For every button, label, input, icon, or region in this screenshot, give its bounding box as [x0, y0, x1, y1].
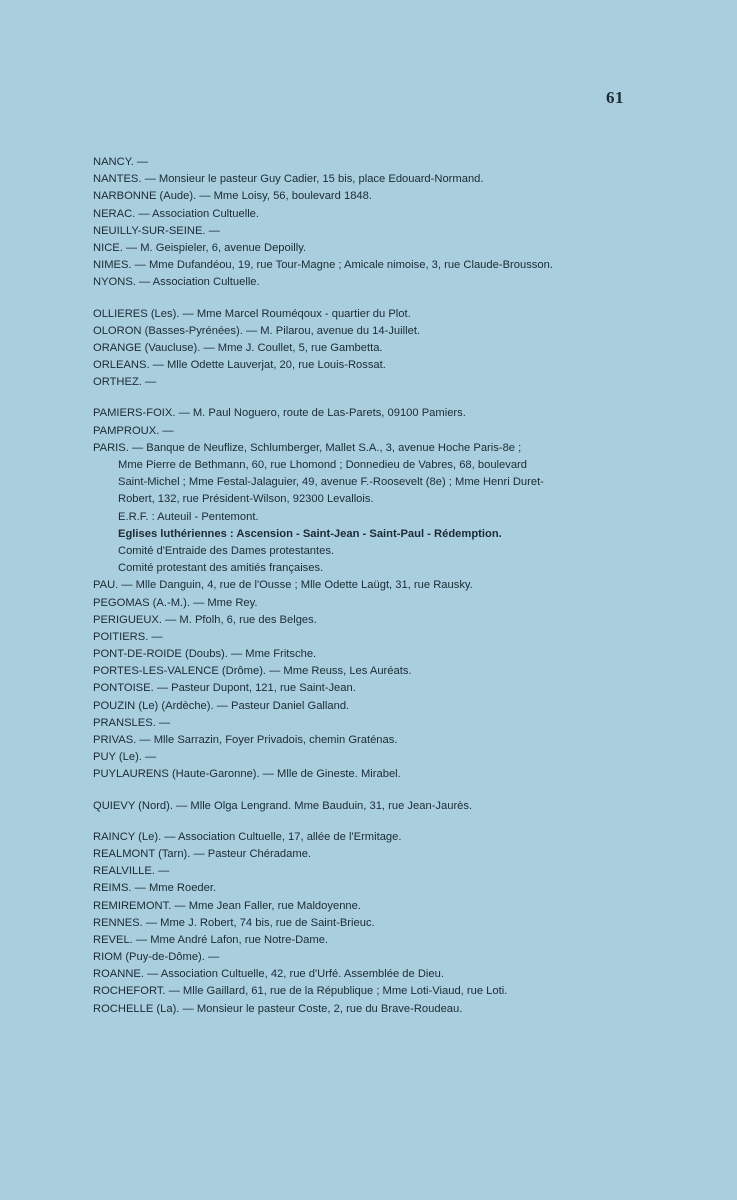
directory-entry: REMIREMONT. — Mme Jean Faller, rue Maldoyenne.	[93, 899, 361, 912]
directory-entry: NERAC. — Association Cultuelle.	[93, 207, 260, 220]
directory-entry: ROANNE. — Association Cultuelle, 42, rue d'Urfé. Assemblée de Dieu.	[93, 968, 444, 981]
entry-continuation-line: Comité d'Entraide des Dames protestantes.	[118, 544, 335, 557]
entry-continuation-line: Eglises luthériennes : Ascension - Saint-Jean - Saint-Paul - Rédemption.	[118, 527, 502, 540]
directory-entry: REVEL. — Mme André Lafon, rue Notre-Dame.	[93, 933, 329, 946]
directory-entry: PEGOMAS (A.-M.). — Mme Rey.	[93, 596, 258, 609]
directory-entry: ORLEANS. — Mlle Odette Lauverjat, 20, rue Louis-Rossat.	[93, 359, 386, 372]
directory-entry: PAMPROUX. —	[93, 424, 174, 437]
directory-entry: PRANSLES. —	[93, 716, 171, 729]
directory-entry: NICE. — M. Geispieler, 6, avenue Depoilly.	[93, 241, 307, 254]
directory-entry: PAMIERS-FOIX. — M. Paul Noguero, route de Las-Parets, 09100 Pamiers.	[93, 407, 466, 420]
directory-entry: NANCY. —	[93, 156, 149, 168]
entry-continuation-line: Mme Pierre de Bethmann, 60, rue Lhomond ; Donnedieu de Vabres, 68, boulevard	[118, 459, 528, 471]
directory-entry: NARBONNE (Aude). — Mme Loisy, 56, boulevard 1848.	[93, 190, 372, 203]
directory-entry: NIMES. — Mme Dufandéou, 19, rue Tour-Magne ; Amicale nimoise, 3, rue Claude-Brousson.	[93, 259, 553, 272]
directory-entry: RENNES. — Mme J. Robert, 74 bis, rue de Saint-Brieuc.	[93, 916, 375, 929]
directory-entry: ROCHEFORT. — Mlle Gaillard, 61, rue de la République ; Mme Loti-Viaud, rue Loti.	[93, 985, 508, 998]
directory-entry: NANTES. — Monsieur le pasteur Guy Cadier, 15 bis, place Edouard-Normand.	[93, 173, 484, 186]
entry-group	[93, 405, 663, 783]
directory-entry: QUIEVY (Nord). — Mlle Olga Lengrand. Mme Bauduin, 31, rue Jean-Jaurès.	[93, 799, 473, 812]
directory-entry: ROCHELLE (La). — Monsieur le pasteur Coste, 2, rue du Brave-Roudeau.	[93, 1002, 463, 1015]
directory-entry: PUY (Le). —	[93, 751, 157, 764]
directory-entry: PAU. — Mlle Danguin, 4, rue de l'Ousse ; Mlle Odette Laügt, 31, rue Rausky.	[93, 579, 473, 592]
directory-entry: ORANGE (Vaucluse). — Mme J. Coullet, 5, rue Gambetta.	[93, 341, 383, 354]
directory-entry: OLLIERES (Les). — Mme Marcel Rouméqoux - quartier du Plot.	[93, 307, 411, 320]
directory-entry: REIMS. — Mme Roeder.	[93, 882, 217, 895]
directory-entry: PORTES-LES-VALENCE (Drôme). — Mme Reuss, Les Auréats.	[93, 665, 412, 678]
directory-entry: PERIGUEUX. — M. Pfolh, 6, rue des Belges.	[93, 613, 317, 626]
directory-entry: ORTHEZ. —	[93, 376, 157, 389]
directory-entry: OLORON (Basses-Pyrénées). — M. Pilarou, avenue du 14-Juillet.	[93, 324, 421, 337]
entry-group	[93, 829, 663, 1018]
directory-entry: RIOM (Puy-de-Dôme). —	[93, 951, 220, 964]
directory-entry: PUYLAURENS (Haute-Garonne). — Mlle de Gineste. Mirabel.	[93, 768, 401, 781]
directory-entry: NYONS. — Association Cultuelle.	[93, 276, 260, 289]
entry-continuation-line: Comité protestant des amitiés françaises.	[118, 562, 324, 575]
directory-entry: PONTOISE. — Pasteur Dupont, 121, rue Saint-Jean.	[93, 682, 356, 695]
directory-entry: PRIVAS. — Mlle Sarrazin, Foyer Privadois, chemin Graténas.	[93, 734, 398, 746]
directory-entry: RAINCY (Le). — Association Cultuelle, 17, allée de l'Ermitage.	[93, 830, 402, 843]
directory-entry: REALMONT (Tarn). — Pasteur Chéradame.	[93, 847, 312, 860]
entry-group	[93, 798, 663, 815]
page-number: 61	[606, 88, 624, 107]
entry-continuation-line: Robert, 132, rue Président-Wilson, 92300 Levallois.	[118, 493, 374, 506]
entry-group	[93, 154, 663, 292]
entry-group	[93, 306, 663, 392]
directory-entries	[93, 154, 663, 1032]
directory-entry: NEUILLY-SUR-SEINE. —	[93, 224, 220, 237]
directory-entry: REALVILLE. —	[93, 865, 170, 878]
directory-entry: POUZIN (Le) (Ardèche). — Pasteur Daniel Galland.	[93, 699, 350, 712]
entry-continuation-line: E.R.F. : Auteuil - Pentemont.	[118, 510, 259, 523]
directory-entry: PONT-DE-ROIDE (Doubs). — Mme Fritsche.	[93, 648, 317, 661]
entry-continuation-line: Saint-Michel ; Mme Festal-Jalaguier, 49, avenue F.-Roosevelt (8e) ; Mme Henri Duret-	[118, 476, 544, 489]
directory-entry: POITIERS. —	[93, 630, 163, 643]
directory-entry: PARIS. — Banque de Neuflize, Schlumberger, Mallet S.A., 3, avenue Hoche Paris-8e ;	[93, 441, 522, 454]
